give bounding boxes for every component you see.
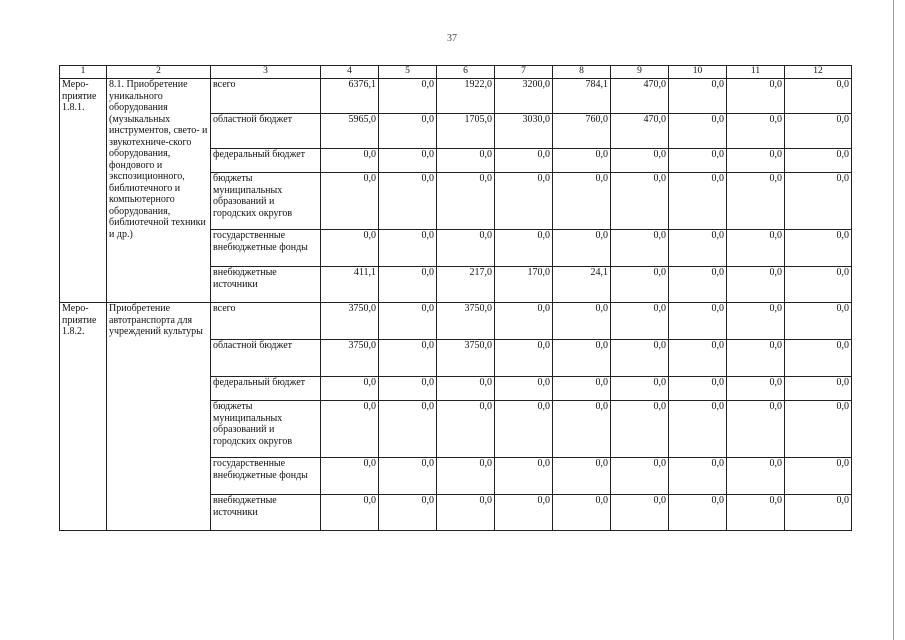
value-cell: 0,0: [321, 458, 379, 495]
value-cell: 0,0: [669, 401, 727, 458]
value-cell: 0,0: [553, 401, 611, 458]
value-cell: 0,0: [553, 458, 611, 495]
value-cell: 0,0: [495, 230, 553, 267]
funding-source-cell: областной бюджет: [211, 340, 321, 377]
value-cell: 0,0: [727, 377, 785, 401]
value-cell: 3750,0: [321, 340, 379, 377]
value-cell: 0,0: [379, 149, 437, 173]
funding-source-cell: федеральный бюджет: [211, 149, 321, 173]
value-cell: 0,0: [669, 303, 727, 340]
funding-source-cell: внебюджетные источники: [211, 267, 321, 303]
value-cell: 0,0: [669, 230, 727, 267]
funding-source-cell: всего: [211, 79, 321, 114]
funding-source-cell: бюджеты муниципальных образований и городских округов: [211, 401, 321, 458]
value-cell: 0,0: [321, 149, 379, 173]
value-cell: 6376,1: [321, 79, 379, 114]
value-cell: 0,0: [321, 401, 379, 458]
value-cell: 0,0: [553, 149, 611, 173]
value-cell: 0,0: [785, 79, 852, 114]
column-header: 10: [669, 66, 727, 79]
value-cell: 170,0: [495, 267, 553, 303]
value-cell: 0,0: [321, 230, 379, 267]
value-cell: 0,0: [495, 401, 553, 458]
value-cell: 0,0: [611, 401, 669, 458]
table-header-row: [60, 66, 852, 79]
value-cell: 0,0: [379, 173, 437, 230]
funding-source-cell: федеральный бюджет: [211, 377, 321, 401]
value-cell: 0,0: [727, 340, 785, 377]
funding-source-cell: всего: [211, 303, 321, 340]
column-header: 8: [553, 66, 611, 79]
value-cell: 0,0: [437, 401, 495, 458]
value-cell: 0,0: [611, 173, 669, 230]
value-cell: 0,0: [669, 79, 727, 114]
value-cell: 0,0: [785, 114, 852, 149]
value-cell: 0,0: [785, 230, 852, 267]
value-cell: 0,0: [611, 267, 669, 303]
value-cell: 3030,0: [495, 114, 553, 149]
value-cell: 3750,0: [321, 303, 379, 340]
value-cell: 0,0: [669, 173, 727, 230]
value-cell: 0,0: [785, 173, 852, 230]
value-cell: 0,0: [785, 401, 852, 458]
column-header: 11: [727, 66, 785, 79]
value-cell: 0,0: [727, 149, 785, 173]
value-cell: 0,0: [379, 114, 437, 149]
value-cell: 0,0: [495, 495, 553, 531]
column-header: 12: [785, 66, 852, 79]
value-cell: 24,1: [553, 267, 611, 303]
value-cell: 0,0: [785, 303, 852, 340]
value-cell: 0,0: [495, 458, 553, 495]
column-header: 9: [611, 66, 669, 79]
column-header: 6: [437, 66, 495, 79]
value-cell: 0,0: [553, 303, 611, 340]
value-cell: 0,0: [553, 173, 611, 230]
column-header: 7: [495, 66, 553, 79]
value-cell: 760,0: [553, 114, 611, 149]
measure-id-cell: Меро- приятие 1.8.1.: [60, 79, 107, 303]
value-cell: 0,0: [553, 495, 611, 531]
value-cell: 0,0: [727, 79, 785, 114]
value-cell: 0,0: [669, 495, 727, 531]
value-cell: 0,0: [611, 495, 669, 531]
value-cell: 0,0: [669, 114, 727, 149]
funding-source-cell: государственные внебюджетные фонды: [211, 230, 321, 267]
table-row: [60, 79, 852, 114]
funding-source-cell: бюджеты муниципальных образований и городских округов: [211, 173, 321, 230]
value-cell: 0,0: [785, 495, 852, 531]
value-cell: 784,1: [553, 79, 611, 114]
value-cell: 0,0: [785, 267, 852, 303]
value-cell: 0,0: [727, 114, 785, 149]
value-cell: 0,0: [495, 377, 553, 401]
value-cell: 0,0: [611, 340, 669, 377]
value-cell: 0,0: [727, 173, 785, 230]
value-cell: 0,0: [379, 267, 437, 303]
value-cell: 0,0: [437, 230, 495, 267]
value-cell: 0,0: [379, 230, 437, 267]
value-cell: 0,0: [611, 458, 669, 495]
value-cell: 0,0: [727, 303, 785, 340]
value-cell: 0,0: [727, 458, 785, 495]
value-cell: 0,0: [785, 458, 852, 495]
column-header: 1: [60, 66, 107, 79]
value-cell: 0,0: [495, 149, 553, 173]
value-cell: 0,0: [611, 230, 669, 267]
value-cell: 0,0: [321, 173, 379, 230]
value-cell: 470,0: [611, 79, 669, 114]
value-cell: 0,0: [495, 173, 553, 230]
value-cell: 0,0: [379, 495, 437, 531]
value-cell: 0,0: [669, 377, 727, 401]
column-header: 4: [321, 66, 379, 79]
budget-table: [59, 65, 852, 531]
value-cell: 0,0: [437, 173, 495, 230]
funding-source-cell: областной бюджет: [211, 114, 321, 149]
value-cell: 0,0: [727, 230, 785, 267]
value-cell: 470,0: [611, 114, 669, 149]
value-cell: 1705,0: [437, 114, 495, 149]
value-cell: 3750,0: [437, 303, 495, 340]
column-header: 3: [211, 66, 321, 79]
value-cell: 0,0: [437, 149, 495, 173]
funding-source-cell: внебюджетные источники: [211, 495, 321, 531]
value-cell: 0,0: [379, 79, 437, 114]
value-cell: 0,0: [553, 377, 611, 401]
value-cell: 0,0: [321, 377, 379, 401]
value-cell: 3200,0: [495, 79, 553, 114]
value-cell: 0,0: [379, 340, 437, 377]
value-cell: 0,0: [437, 458, 495, 495]
value-cell: 0,0: [727, 401, 785, 458]
value-cell: 0,0: [379, 458, 437, 495]
value-cell: 0,0: [727, 495, 785, 531]
value-cell: 0,0: [727, 267, 785, 303]
value-cell: 3750,0: [437, 340, 495, 377]
value-cell: 0,0: [669, 458, 727, 495]
value-cell: 0,0: [379, 377, 437, 401]
value-cell: 0,0: [495, 303, 553, 340]
value-cell: 411,1: [321, 267, 379, 303]
value-cell: 0,0: [669, 267, 727, 303]
value-cell: 0,0: [611, 149, 669, 173]
value-cell: 1922,0: [437, 79, 495, 114]
measure-id-cell: Меро- приятие 1.8.2.: [60, 303, 107, 531]
value-cell: 0,0: [611, 303, 669, 340]
value-cell: 5965,0: [321, 114, 379, 149]
value-cell: 0,0: [785, 149, 852, 173]
value-cell: 0,0: [495, 340, 553, 377]
column-header: 5: [379, 66, 437, 79]
page-number: 37: [447, 33, 457, 44]
column-header: 2: [107, 66, 211, 79]
value-cell: 0,0: [321, 495, 379, 531]
measure-name-cell: 8.1. Приобретение уникального оборудования (музыкальных инструментов, свето- и звукотехниче-ского оборудования, фондового и экспозиционного, библиотечного и компьютерного оборудования, библиотечной техники и др.): [107, 79, 211, 303]
value-cell: 0,0: [785, 377, 852, 401]
funding-source-cell: государственные внебюджетные фонды: [211, 458, 321, 495]
value-cell: 0,0: [669, 340, 727, 377]
value-cell: 217,0: [437, 267, 495, 303]
value-cell: 0,0: [669, 149, 727, 173]
value-cell: 0,0: [379, 303, 437, 340]
value-cell: 0,0: [785, 340, 852, 377]
value-cell: 0,0: [553, 340, 611, 377]
value-cell: 0,0: [611, 377, 669, 401]
measure-name-cell: Приобретение автотранспорта для учреждений культуры: [107, 303, 211, 531]
value-cell: 0,0: [437, 495, 495, 531]
page-edge-line: [893, 0, 894, 640]
table-row: [60, 303, 852, 340]
value-cell: 0,0: [379, 401, 437, 458]
table-body: [60, 79, 852, 531]
value-cell: 0,0: [553, 230, 611, 267]
value-cell: 0,0: [437, 377, 495, 401]
